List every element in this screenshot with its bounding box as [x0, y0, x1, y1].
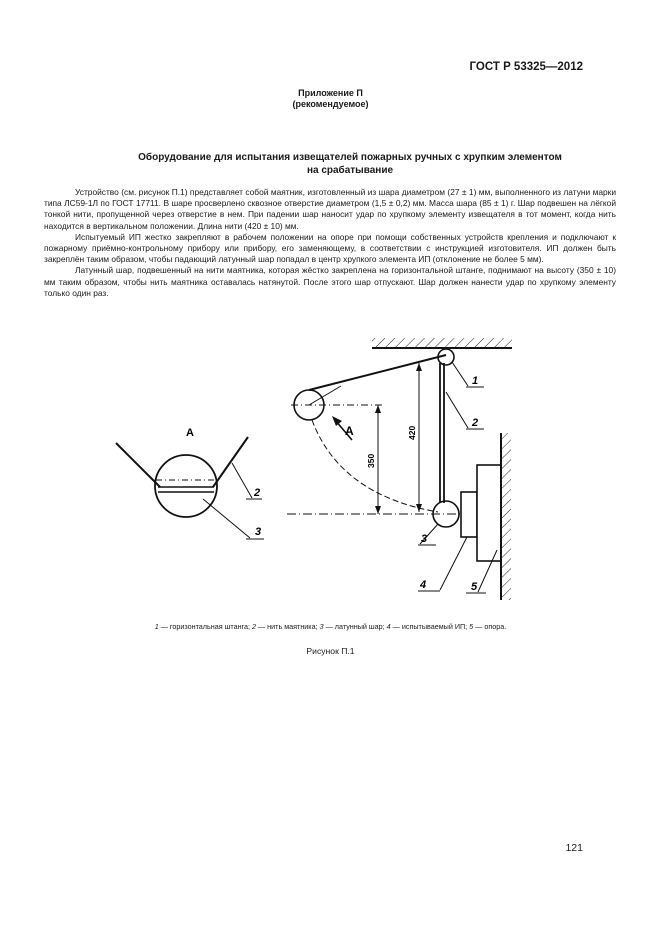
detail-callout-3: 3 — [255, 526, 262, 538]
paragraph-1: Устройство (см. рисунок П.1) представляет собой маятник, изготовленный из шара диаметром (27 ± 1) мм, выполненного из латуни марки типа ЛС59-1Л по ГОСТ 17711. В шаре просверлено сквозное отверстие диаметром (1,5 ± 0,2) мм. Масса шара (85 ± 1) г. Шар подвешен на лёгкой тонкой нити, пропущенной через отверстие в нем. При падении шар наносит удар по хрупкому элементу извещателя в тот момент, когда нить находится в вертикальном положении. Длина нити (420 ± 10) мм. — [44, 187, 616, 231]
callout-5: 5 — [471, 581, 478, 593]
paragraph-2: Испытуемый ИП жестко закрепляют в рабочем положении на опоре при помощи собственных устройств крепления и подключают к пожарному приёмно-контрольному прибору или прибору, его заменяющему, в соответствии с инструкцией изготовителя. ИП должен быть закреплён таким образом, чтобы падающий латунный шар попадал в центр хрупкого элемента ИП (отклонение не более 5 мм). — [44, 231, 616, 265]
detector-body — [477, 465, 501, 561]
body-text — [44, 187, 616, 299]
legend-num: 2 — [252, 622, 256, 631]
page-number: 121 — [565, 842, 583, 854]
figure-title: Рисунок П.1 — [306, 646, 355, 656]
appendix-title: Приложение П — [298, 88, 363, 98]
legend-text: — нить маятника; — [258, 622, 318, 631]
callout-1: 1 — [472, 375, 479, 387]
legend-text: — испытываемый ИП; — [392, 622, 468, 631]
view-label: А — [186, 427, 194, 439]
callout-4: 4 — [420, 579, 427, 591]
section-title-line1: Оборудование для испытания извещателей пожарных ручных с хрупким элементом — [138, 152, 562, 163]
appendix-heading — [0, 88, 661, 110]
detail-leader-2 — [232, 463, 252, 498]
appendix-subtitle: (рекомендуемое) — [292, 99, 369, 109]
section-title — [70, 152, 630, 177]
legend-num: 1 — [154, 622, 159, 631]
detector — [461, 492, 477, 537]
section-title-line2: на срабатывание — [306, 164, 394, 176]
detail-thread-left — [116, 443, 160, 487]
legend-num: 4 — [386, 622, 391, 631]
legend-num: 5 — [469, 622, 474, 631]
dimension-350-label: 350 — [366, 453, 376, 468]
detail-thread-right — [213, 437, 248, 487]
detail-ball — [155, 455, 217, 517]
dimension-420-label: 420 — [407, 425, 417, 440]
legend-num: 3 — [319, 622, 324, 631]
paragraph-3: Латунный шар, подвешенный на нити маятника, которая жёстко закреплена на горизонтальной штанге, поднимают на высоту (350 ± 10) мм таким образом, чтобы нить маятника оставалась натянутой. После этого шар отпускают. Шар должен нанести удар по хрупкому элементу только один раз. — [44, 265, 616, 298]
callout-3: 3 — [421, 533, 428, 545]
callout-2: 2 — [472, 417, 479, 429]
legend-text: — горизонтальная штанга; — [160, 622, 250, 631]
raised-thread — [309, 355, 446, 390]
document-code: ГОСТ Р 53325—2012 — [469, 61, 583, 73]
legend-text: — латунный шар; — [325, 622, 385, 631]
figure-legend — [0, 622, 661, 631]
arrow-label: А — [345, 424, 354, 438]
detail-view — [116, 427, 264, 539]
main-drawing — [287, 338, 512, 600]
legend-text: — опора. — [475, 622, 507, 631]
pendulum-figure — [0, 333, 661, 633]
detail-leader-3 — [203, 499, 250, 538]
detail-callout-2: 2 — [254, 487, 261, 499]
